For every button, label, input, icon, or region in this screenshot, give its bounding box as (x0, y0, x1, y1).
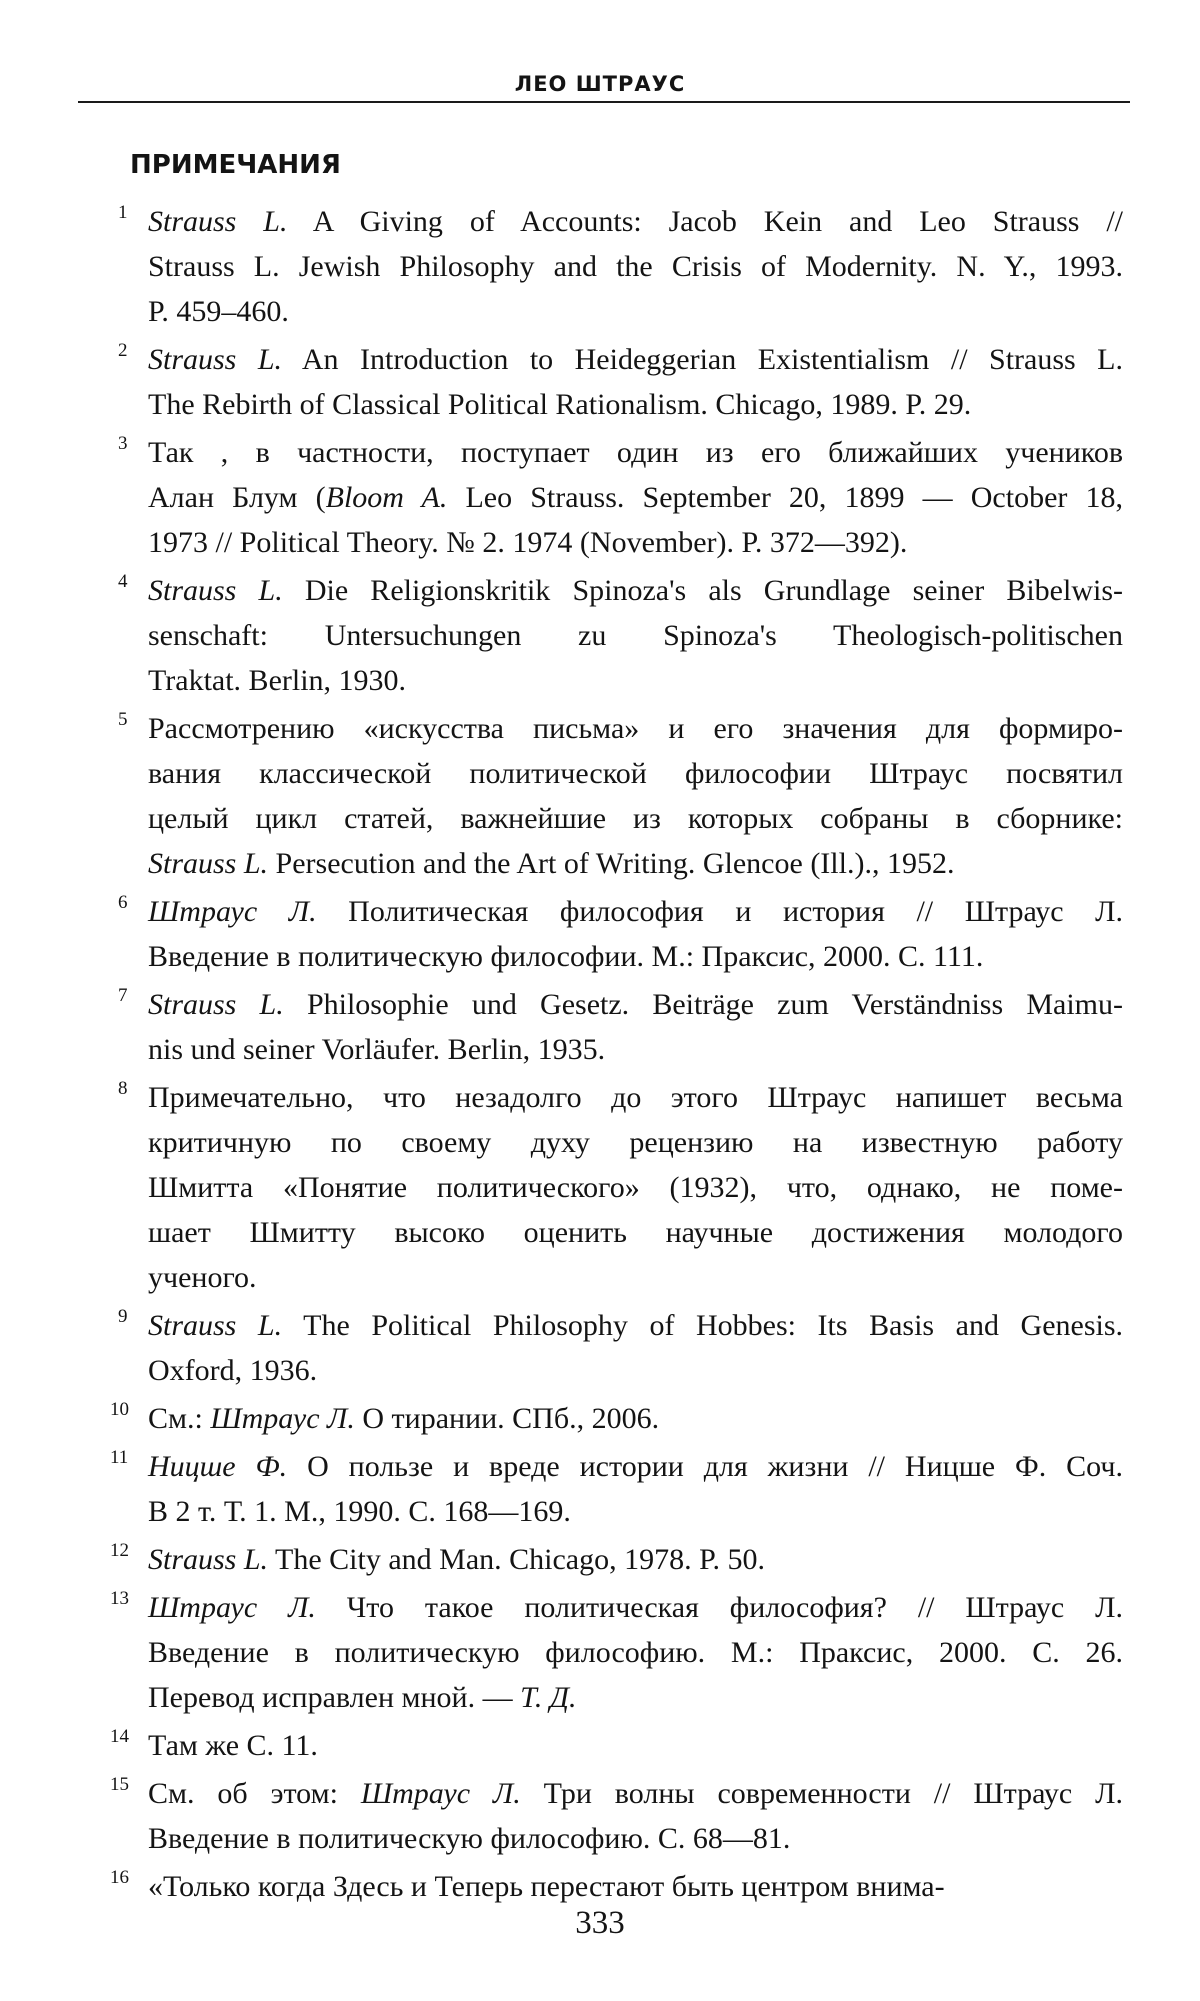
footnote-line (148, 244, 1123, 289)
footnote-line (148, 1585, 1123, 1630)
footnote-number: 1 (118, 202, 128, 223)
footnote-line (148, 382, 1123, 427)
footnote-text: senschaft: Untersuchungen zu Spinoza's Theologisch-politischen (148, 619, 1123, 652)
footnote (0, 337, 1123, 427)
footnote (0, 1303, 1123, 1393)
footnote-line (148, 982, 1123, 1027)
section-title: ПРИМЕЧАНИЯ (130, 150, 341, 180)
footnote-number: 10 (110, 1399, 129, 1420)
footnote (0, 1585, 1123, 1720)
footnote-text: критичную по своему духу рецензию на известную работу (148, 1126, 1123, 1159)
footnote-line (148, 1120, 1123, 1165)
footnote-text: Введение в политическую философию. М.: Праксис, 2000. С. 26. (148, 1636, 1123, 1669)
footnote-number: 5 (118, 709, 128, 730)
footnote-line (148, 658, 1123, 703)
footnote (0, 1864, 1123, 1909)
author-name: Strauss L. (148, 847, 269, 880)
footnote-text: В 2 т. Т. 1. М., 1990. С. 168—169. (148, 1495, 571, 1528)
footnote-line (148, 520, 1123, 565)
footnote-text: An Introduction to Heideggerian Existentialism // Strauss L. (282, 343, 1124, 376)
footnote-text: Die Religionskritik Spinoza's als Grundlage seiner Bibelwis- (282, 574, 1123, 607)
footnote-line (148, 475, 1123, 520)
footnote-line (148, 889, 1123, 934)
footnote-text: P. 459–460. (148, 295, 289, 328)
footnote-line (148, 1027, 1123, 1072)
footnote-number: 6 (118, 892, 128, 913)
footnote-line (148, 1255, 1123, 1300)
footnote-line (148, 1537, 1123, 1582)
footnote-line (148, 706, 1123, 751)
footnote-text: Введение в политическую философии. М.: Праксис, 2000. С. 111. (148, 940, 984, 973)
footnote-line (148, 1771, 1123, 1816)
author-name: Strauss L. (148, 1309, 283, 1342)
footnote-line (148, 289, 1123, 334)
header-rule (78, 101, 1130, 103)
footnote (0, 1723, 1123, 1768)
author-name: Ницше Ф. (148, 1450, 288, 1483)
footnote (0, 889, 1123, 979)
footnote-text: Рассмотрению «искусства письма» и его значения для формиро- (148, 712, 1123, 745)
footnote-text: См. об этом: (148, 1777, 361, 1810)
page-number: 333 (575, 1905, 625, 1941)
footnote-text: ученого. (148, 1261, 257, 1294)
footnote-text: О тирании. СПб., 2006. (354, 1402, 660, 1435)
footnote-text: Leo Strauss. September 20, 1899 — October 18, (447, 481, 1124, 514)
footnote-text: Шмитта «Понятие политического» (1932), что, однако, не поме- (148, 1171, 1123, 1204)
author-name: Штраус Л. (148, 1591, 316, 1624)
footnote-line (148, 337, 1123, 382)
footnote-text: Oxford, 1936. (148, 1354, 318, 1387)
footnote-line (148, 1864, 1123, 1909)
footnote-line (148, 1396, 1123, 1441)
footnote-text: Philosophie und Gesetz. Beiträge zum Verständniss Maimu- (283, 988, 1123, 1021)
footnote-text: Алан Блум ( (148, 481, 326, 514)
footnote-text: A Giving of Accounts: Jacob Kein and Leo Strauss // (287, 205, 1124, 238)
footnote-line (148, 841, 1123, 886)
footnote (0, 1396, 1123, 1441)
footnote-line (148, 1723, 1123, 1768)
footnote-line (148, 1444, 1123, 1489)
footnote-line (148, 934, 1123, 979)
author-name: Strauss L. (148, 343, 283, 376)
footnote-line (148, 1348, 1123, 1393)
footnote-line (148, 1675, 1123, 1720)
footnote-line (148, 1816, 1123, 1861)
footnote-text: Traktat. Berlin, 1930. (148, 664, 407, 697)
footnote-text: Политическая философия и история // Штраус Л. (316, 895, 1123, 928)
notes-list (0, 199, 1200, 1912)
footnote-text: Там же С. 11. (148, 1729, 318, 1762)
footnote-number: 16 (110, 1867, 129, 1888)
footnote (0, 706, 1123, 886)
footnote (0, 1771, 1123, 1861)
footnote-line (148, 1489, 1123, 1534)
footnote-number: 13 (110, 1588, 129, 1609)
footnote-text: The Rebirth of Classical Political Rationalism. Chicago, 1989. P. 29. (148, 388, 972, 421)
footnote-text: The City and Man. Chicago, 1978. P. 50. (268, 1543, 765, 1576)
author-name: Strauss L. (148, 205, 288, 238)
footnote-text: Введение в политическую философию. С. 68—81. (148, 1822, 791, 1855)
footnote-line (148, 199, 1123, 244)
footnote-line (148, 1075, 1123, 1120)
footnote (0, 568, 1123, 703)
footnote (0, 1537, 1123, 1582)
footnote-line (148, 568, 1123, 613)
footnote-line (148, 796, 1123, 841)
author-name: Т. Д. (520, 1681, 577, 1714)
footnote-line (148, 1165, 1123, 1210)
footnote-text: Примечательно, что незадолго до этого Штраус напишет весьма (148, 1081, 1123, 1114)
footnote-text: «Только когда Здесь и Теперь перестают быть центром внима- (148, 1870, 945, 1903)
footnote-line (148, 751, 1123, 796)
footnote-text: nis und seiner Vorläufer. Berlin, 1935. (148, 1033, 606, 1066)
footnote-line (148, 1210, 1123, 1255)
footnote-line (148, 430, 1123, 475)
footnote-text: Три волны современности // Штраус Л. (520, 1777, 1123, 1810)
footnote-text: вания классической политической философии Штраус посвятил (148, 757, 1123, 790)
footnote-number: 9 (118, 1306, 128, 1327)
author-name: Штраус Л. (148, 895, 317, 928)
running-head: ЛЕО ШТРАУС (514, 72, 686, 96)
footnote-text: О пользе и вреде истории для жизни // Ницше Ф. Соч. (287, 1450, 1123, 1483)
author-name: Штраус Л. (360, 1777, 521, 1810)
footnote-text: Persecution and the Art of Writing. Glencoe (Ill.)., 1952. (268, 847, 955, 880)
author-name: Bloom A. (325, 481, 448, 514)
footnote-text: Так , в частности, поступает один из его ближайших учеников (148, 436, 1123, 469)
footnote (0, 199, 1123, 334)
footnote-text: См.: (148, 1402, 211, 1435)
footnote-number: 2 (118, 340, 128, 361)
footnote (0, 1075, 1123, 1300)
footnote-number: 12 (110, 1540, 129, 1561)
author-name: Strauss L. (148, 1543, 269, 1576)
footnote-number: 8 (118, 1078, 128, 1099)
author-name: Strauss L. (148, 988, 284, 1021)
footnote-text: Что такое политическая философия? // Штраус Л. (315, 1591, 1123, 1624)
author-name: Strauss L. (148, 574, 283, 607)
footnote (0, 982, 1123, 1072)
footnote-text: Перевод исправлен мной. — (148, 1681, 521, 1714)
footnote-line (148, 613, 1123, 658)
footnote-text: Strauss L. Jewish Philosophy and the Crisis of Modernity. N. Y., 1993. (148, 250, 1123, 283)
footnote-number: 7 (118, 985, 128, 1006)
footnote-text: целый цикл статей, важнейшие из которых собраны в сборнике: (148, 802, 1123, 835)
footnote (0, 430, 1123, 565)
author-name: Штраус Л. (210, 1402, 355, 1435)
footnote-number: 11 (110, 1447, 129, 1468)
footnote-number: 15 (110, 1774, 129, 1795)
footnote-line (148, 1630, 1123, 1675)
footnote-text: The Political Philosophy of Hobbes: Its Basis and Genesis. (282, 1309, 1124, 1342)
footnote-line (148, 1303, 1123, 1348)
footnote-number: 4 (118, 571, 128, 592)
footnote (0, 1444, 1123, 1534)
footnote-number: 3 (118, 433, 128, 454)
footnote-text: шает Шмитту высоко оценить научные достижения молодого (148, 1216, 1123, 1249)
footnote-number: 14 (110, 1726, 129, 1747)
footnote-text: 1973 // Political Theory. № 2. 1974 (November). P. 372—392). (148, 526, 908, 559)
